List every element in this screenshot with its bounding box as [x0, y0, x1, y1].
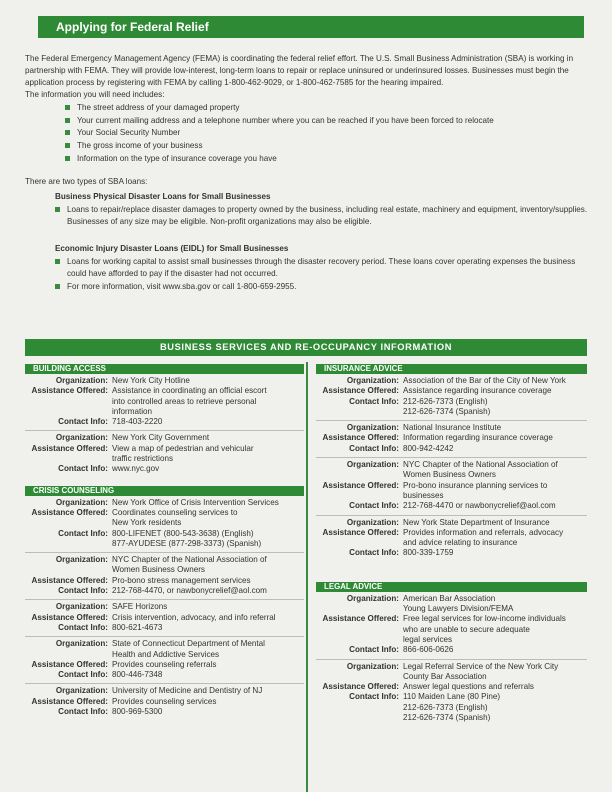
organization-line: Women Business Owners [112, 565, 205, 575]
organization-row [25, 433, 304, 443]
assistance-line: Assistance regarding insurance coverage [403, 386, 552, 396]
eidl-list [55, 256, 590, 294]
contact-label: Contact Info: [349, 645, 399, 655]
needs-lead: The information you will need includes: [25, 90, 165, 100]
contact-label: Contact Info: [349, 501, 399, 511]
contact-label: Contact Info: [58, 707, 108, 717]
assistance-line: Provides counseling services [112, 696, 217, 706]
directory-entry [316, 516, 587, 562]
assistance-line: Coordinates counseling services to [112, 507, 238, 517]
list-item: Loans to repair/replace disaster damages to property owned by the business, including real estate, machinery and equipment, inventory/supplies. Businesses of any size may be eligible. Non-profit organizations may also be eligible. [55, 204, 590, 229]
organization-row [316, 423, 587, 433]
organization-line: Women Business Owners [403, 470, 496, 480]
assistance-label: Assistance Offered: [31, 659, 108, 669]
list-item: For more information, visit www.sba.gov or call 1-800-659-2955. [55, 281, 590, 294]
assistance-line: who are unable to secure adequate [403, 624, 530, 634]
directory-entry [25, 431, 304, 477]
contact-value [112, 417, 304, 427]
organization-row [316, 518, 587, 528]
organization-row [25, 639, 304, 660]
contact-label: Contact Info: [349, 692, 399, 702]
contact-line: 212-768-4470 or nawbonycrelief@aol.com [403, 501, 556, 511]
organization-line: New York Office of Crisis Intervention Services [112, 497, 279, 507]
building-access-heading: BUILDING ACCESS [25, 364, 304, 374]
directory-entry [316, 374, 587, 421]
contact-row [316, 444, 587, 454]
right-column [316, 364, 587, 726]
assistance-row [316, 528, 587, 549]
list-item: Your Social Security Number [65, 127, 590, 140]
contact-row [316, 501, 587, 511]
organization-row [316, 460, 587, 481]
assistance-label: Assistance Offered: [31, 443, 108, 453]
contact-line: 718-403-2220 [112, 417, 163, 427]
directory-entry [316, 592, 587, 660]
contact-value [112, 670, 304, 680]
directory-entry [316, 421, 587, 458]
organization-label: Organization: [346, 423, 399, 433]
legal-advice-entries [316, 592, 587, 727]
organization-label: Organization: [346, 593, 399, 603]
assistance-label: Assistance Offered: [322, 527, 399, 537]
physical-loans-list [55, 204, 590, 229]
organization-line: New York State Department of Insurance [403, 517, 550, 527]
contact-value [112, 623, 304, 633]
intro-block [25, 53, 590, 294]
assistance-label: Assistance Offered: [322, 614, 399, 624]
contact-label: Contact Info: [349, 548, 399, 558]
contact-value [403, 692, 587, 723]
organization-line: NYC Chapter of the National Association of [403, 460, 558, 470]
assistance-line: Assistance in coordinating an official escort [112, 386, 267, 396]
organization-value [112, 686, 304, 696]
assistance-value [403, 481, 587, 502]
organization-label: Organization: [346, 661, 399, 671]
assistance-row [316, 433, 587, 443]
assistance-line: into controlled areas to retrieve personal [112, 396, 257, 406]
assistance-value [403, 682, 587, 692]
contact-row [25, 670, 304, 680]
organization-value [112, 602, 304, 612]
contact-line: 800-621-4673 [112, 622, 163, 632]
contact-line: 212-626-7373 (English) [403, 396, 488, 406]
directory-entry [316, 660, 587, 727]
assistance-line: Free legal services for low-income individuals [403, 614, 566, 624]
list-item: Information on the type of insurance coverage you have [65, 153, 590, 166]
crisis-counseling-heading: CRISIS COUNSELING [25, 486, 304, 496]
organization-row [25, 602, 304, 612]
assistance-row [25, 660, 304, 670]
organization-value [403, 594, 587, 615]
assistance-row [25, 508, 304, 529]
assistance-line: New York residents [112, 518, 182, 528]
insurance-advice-entries [316, 374, 587, 562]
assistance-value [403, 528, 587, 549]
organization-label: Organization: [55, 497, 108, 507]
directory-entry [25, 684, 304, 720]
assistance-row [316, 386, 587, 396]
contact-row [25, 464, 304, 474]
services-title-bar [25, 339, 587, 356]
intro-paragraph: The Federal Emergency Management Agency (FEMA) is coordinating the federal relief effort. The U.S. Small Business Administration (SBA) is working in partnership with FEMA. They will provide low-interest, long-term loans to repair or replace uninsured or underinsured losses. Businesses must begin the application process by registering with FEMA by calling 1-800-462-9029, or 1-800-462-7585 for the hearing impaired. [25, 54, 574, 87]
contact-value [112, 529, 304, 550]
organization-line: County Bar Association [403, 671, 487, 681]
organization-line: New York City Hotline [112, 376, 190, 385]
section-title-bar [38, 16, 584, 38]
contact-line: 800-942-4242 [403, 443, 454, 453]
organization-line: Health and Addictive Services [112, 649, 220, 659]
contact-row [316, 692, 587, 723]
assistance-label: Assistance Offered: [31, 507, 108, 517]
assistance-line: Information regarding insurance coverage [403, 433, 553, 443]
organization-label: Organization: [55, 686, 108, 696]
assistance-value [112, 660, 304, 670]
organization-line: National Insurance Institute [403, 423, 502, 433]
organization-line: SAFE Horizons [112, 602, 168, 612]
assistance-line: traffic restrictions [112, 454, 174, 464]
insurance-advice-heading: INSURANCE ADVICE [316, 364, 587, 374]
contact-value [403, 444, 587, 454]
organization-value [112, 498, 304, 508]
directory-entry [25, 496, 304, 553]
assistance-line: Answer legal questions and referrals [403, 682, 534, 692]
contact-label: Contact Info: [58, 670, 108, 680]
assistance-row [316, 614, 587, 645]
assistance-label: Assistance Offered: [31, 575, 108, 585]
contact-row [25, 417, 304, 427]
contact-label: Contact Info: [349, 443, 399, 453]
directory-entry [316, 458, 587, 515]
legal-advice-heading: LEGAL ADVICE [316, 582, 587, 592]
organization-value [403, 460, 587, 481]
organization-label: Organization: [55, 376, 108, 385]
assistance-line: and advice relating to insurance [403, 538, 518, 548]
assistance-line: Crisis intervention, advocacy, and info referral [112, 612, 276, 622]
page-title: Applying for Federal Relief [56, 20, 209, 34]
contact-value [403, 645, 587, 655]
assistance-value [403, 433, 587, 443]
contact-line: 110 Maiden Lane (80 Pine) [403, 692, 501, 702]
organization-value [112, 555, 304, 576]
organization-row [25, 686, 304, 696]
contact-row [25, 586, 304, 596]
assistance-row [25, 697, 304, 707]
directory-entry [25, 600, 304, 637]
assistance-label: Assistance Offered: [322, 480, 399, 490]
physical-loans-heading: Business Physical Disaster Loans for Small Businesses [55, 191, 271, 201]
assistance-row [25, 576, 304, 586]
contact-line: 800-339-1759 [403, 548, 454, 558]
organization-row [25, 376, 304, 386]
organization-label: Organization: [55, 602, 108, 612]
assistance-row [25, 613, 304, 623]
assistance-line: information [112, 406, 153, 416]
column-divider [306, 362, 308, 792]
contact-label: Contact Info: [58, 417, 108, 427]
organization-line: State of Connecticut Department of Mental [112, 639, 265, 649]
contact-row [25, 623, 304, 633]
assistance-line: View a map of pedestrian and vehicular [112, 443, 254, 453]
directory-entry [25, 374, 304, 431]
organization-value [112, 433, 304, 443]
assistance-row [25, 386, 304, 417]
assistance-label: Assistance Offered: [31, 386, 108, 396]
organization-value [403, 376, 587, 386]
contact-value [403, 548, 587, 558]
organization-value [403, 662, 587, 683]
contact-row [25, 529, 304, 550]
contact-line: 212-768-4470, or nawbonycrelief@aol.com [112, 586, 267, 596]
contact-value [112, 707, 304, 717]
organization-label: Organization: [55, 433, 108, 443]
organization-row [25, 555, 304, 576]
assistance-label: Assistance Offered: [322, 682, 399, 692]
loan-types-lead: There are two types of SBA loans: [25, 177, 148, 187]
contact-value [112, 586, 304, 596]
contact-line: 877-AYUDESE (877-298-3373) (Spanish) [112, 538, 262, 548]
organization-label: Organization: [55, 555, 108, 565]
list-item: Your current mailing address and a telephone number where you can be reached if you have been forced to relocate [65, 115, 590, 128]
organization-value [112, 639, 304, 660]
crisis-counseling-entries [25, 496, 304, 721]
organization-label: Organization: [346, 376, 399, 385]
organization-value [403, 518, 587, 528]
contact-label: Contact Info: [58, 528, 108, 538]
eidl-heading: Economic Injury Disaster Loans (EIDL) for Small Businesses [55, 243, 289, 253]
contact-row [316, 548, 587, 558]
assistance-value [112, 386, 304, 417]
contact-line: 800-LIFENET (800-543-3638) (English) [112, 528, 254, 538]
contact-line: 212-626-7374 (Spanish) [403, 713, 491, 723]
list-item: The street address of your damaged property [65, 102, 590, 115]
contact-row [25, 707, 304, 717]
organization-label: Organization: [346, 460, 399, 470]
organization-line: New York City Government [112, 433, 210, 443]
directory-entry [25, 637, 304, 684]
contact-value [403, 501, 587, 511]
assistance-value [112, 613, 304, 623]
contact-line: 800-969-5300 [112, 707, 163, 717]
assistance-line: businesses [403, 490, 444, 500]
contact-line: 800-446-7348 [112, 670, 163, 680]
organization-label: Organization: [346, 517, 399, 527]
assistance-label: Assistance Offered: [322, 386, 399, 396]
contact-line: 866-606-0626 [403, 645, 454, 655]
contact-line: 212-626-7374 (Spanish) [403, 406, 491, 416]
organization-line: Young Lawyers Division/FEMA [403, 604, 514, 614]
list-item: Loans for working capital to assist small businesses through the disaster recovery period. These loans cover operating expenses the business could have afforded to pay if the disaster had not occurred. [55, 256, 590, 281]
contact-value [112, 464, 304, 474]
contact-row [316, 397, 587, 418]
left-column [25, 364, 304, 720]
assistance-row [25, 444, 304, 465]
organization-value [403, 423, 587, 433]
organization-line: Association of the Bar of the City of New York [403, 376, 566, 385]
directory-entry [25, 553, 304, 600]
assistance-value [403, 386, 587, 396]
contact-line: 212-626-7373 (English) [403, 702, 488, 712]
assistance-line: legal services [403, 634, 453, 644]
assistance-value [403, 614, 587, 645]
organization-row [316, 662, 587, 683]
assistance-row [316, 481, 587, 502]
contact-label: Contact Info: [58, 464, 108, 474]
assistance-value [112, 576, 304, 586]
assistance-value [112, 508, 304, 529]
organization-row [316, 376, 587, 386]
organization-line: Legal Referral Service of the New York City [403, 661, 559, 671]
assistance-line: Provides counseling referrals [112, 659, 217, 669]
list-item: The gross income of your business [65, 140, 590, 153]
organization-line: American Bar Association [403, 593, 496, 603]
organization-line: NYC Chapter of the National Association of [112, 555, 267, 565]
assistance-label: Assistance Offered: [31, 696, 108, 706]
assistance-line: Provides information and referrals, advocacy [403, 527, 564, 537]
organization-value [112, 376, 304, 386]
assistance-row [316, 682, 587, 692]
organization-row [316, 594, 587, 615]
contact-value [403, 397, 587, 418]
building-access-entries [25, 374, 304, 478]
assistance-value [112, 697, 304, 707]
assistance-label: Assistance Offered: [322, 433, 399, 443]
assistance-label: Assistance Offered: [31, 612, 108, 622]
organization-label: Organization: [55, 639, 108, 649]
organization-line: University of Medicine and Dentistry of NJ [112, 686, 263, 696]
contact-label: Contact Info: [58, 622, 108, 632]
contact-line: www.nyc.gov [112, 464, 160, 474]
services-title: BUSINESS SERVICES AND RE-OCCUPANCY INFORMATION [159, 342, 453, 352]
contact-label: Contact Info: [58, 586, 108, 596]
contact-label: Contact Info: [349, 396, 399, 406]
needs-list [65, 102, 590, 165]
assistance-line: Pro-bono insurance planning services to [403, 480, 548, 490]
contact-row [316, 645, 587, 655]
organization-row [25, 498, 304, 508]
assistance-line: Pro-bono stress management services [112, 575, 251, 585]
assistance-value [112, 444, 304, 465]
